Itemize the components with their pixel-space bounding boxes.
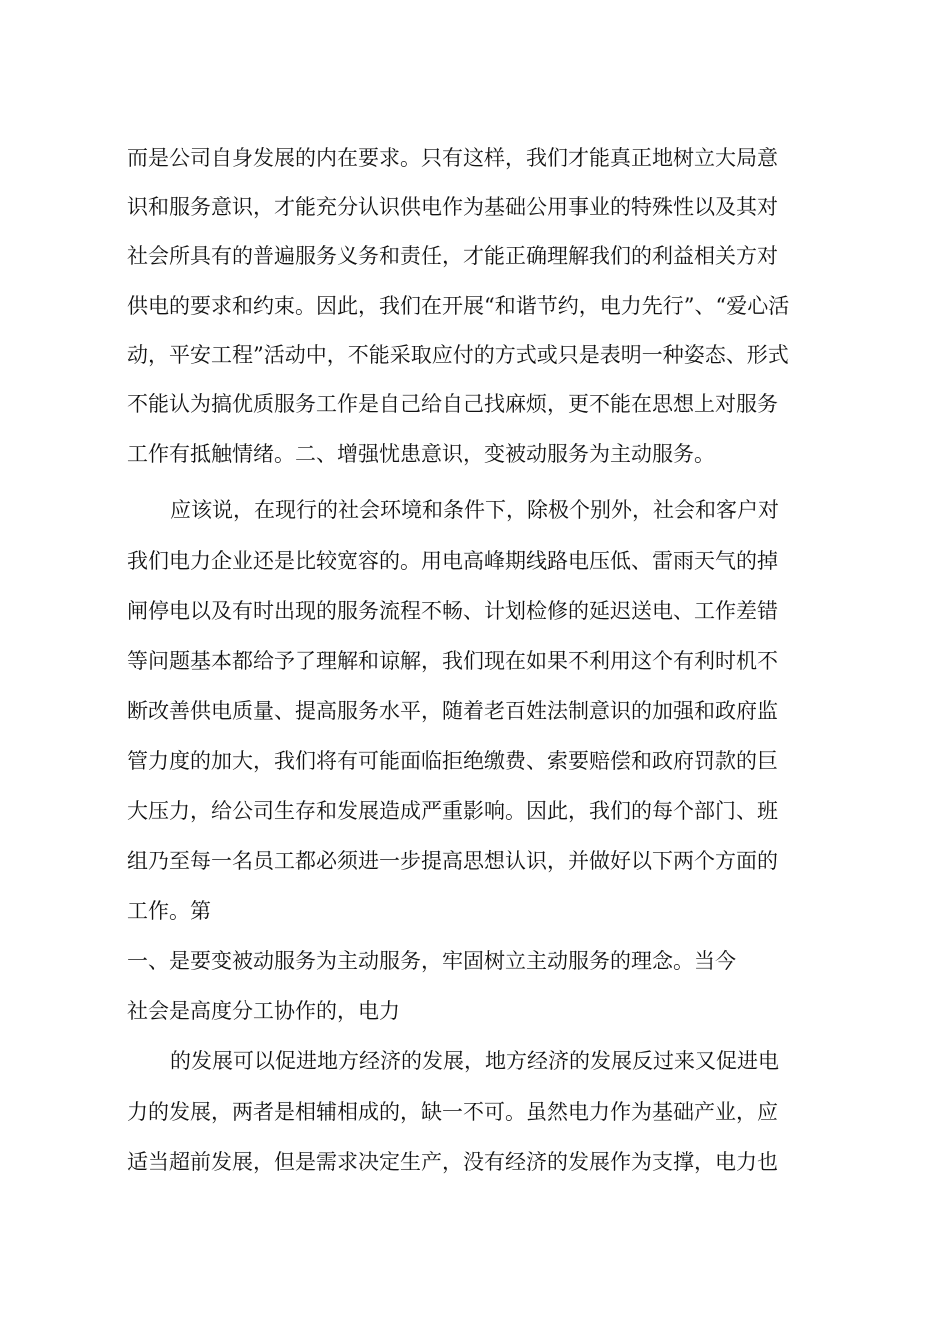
text-line: 我们电力企业还是比较宽容的。用电高峰期线路电压低、雷雨天气的掉: [127, 549, 778, 573]
text-line: 社会所具有的普遍服务义务和责任，才能正确理解我们的利益相关方对: [127, 244, 778, 268]
text-line: 而是公司自身发展的内在要求。只有这样，我们才能真正地树立大局意: [127, 146, 778, 170]
text-line: 工作。第: [127, 899, 211, 923]
text-line: 社会是高度分工协作的，电力: [127, 999, 400, 1023]
text-line: 供电的要求和约束。因此，我们在开展“和谐节约，电力先行”、“爱心活: [127, 294, 790, 318]
text-line: 适当超前发展，但是需求决定生产，没有经济的发展作为支撑，电力也: [127, 1150, 778, 1174]
text-line: 大压力，给公司生存和发展造成严重影响。因此，我们的每个部门、班: [127, 799, 778, 823]
text-line: 动，平安工程”活动中，不能采取应付的方式或只是表明一种姿态、形式: [127, 343, 789, 367]
text-line: 等问题基本都给予了理解和谅解，我们现在如果不利用这个有利时机不: [127, 649, 778, 673]
text-line: 识和服务意识，才能充分认识供电作为基础公用事业的特殊性以及其对: [127, 195, 778, 219]
paragraph-first-line: 的发展可以促进地方经济的发展，地方经济的发展反过来又促进电: [170, 1049, 779, 1073]
text-line: 组乃至每一名员工都必须进一步提高思想认识，并做好以下两个方面的: [127, 849, 778, 873]
text-line: 一、是要变被动服务为主动服务，牢固树立主动服务的理念。当今: [127, 949, 736, 973]
paragraph-first-line: 应该说，在现行的社会环境和条件下，除极个别外，社会和客户对: [170, 498, 779, 522]
text-line: 断改善供电质量、提高服务水平，随着老百姓法制意识的加强和政府监: [127, 699, 778, 723]
text-line: 不能认为搞优质服务工作是自己给自己找麻烦，更不能在思想上对服务: [127, 392, 778, 416]
text-line: 力的发展，两者是相辅相成的，缺一不可。虽然电力作为基础产业，应: [127, 1100, 778, 1124]
text-line: 闸停电以及有时出现的服务流程不畅、计划检修的延迟送电、工作差错: [127, 599, 778, 623]
text-line: 管力度的加大，我们将有可能面临拒绝缴费、索要赔偿和政府罚款的巨: [127, 749, 778, 773]
text-line: 工作有抵触情绪。二、增强忧患意识，变被动服务为主动服务。: [127, 442, 715, 466]
